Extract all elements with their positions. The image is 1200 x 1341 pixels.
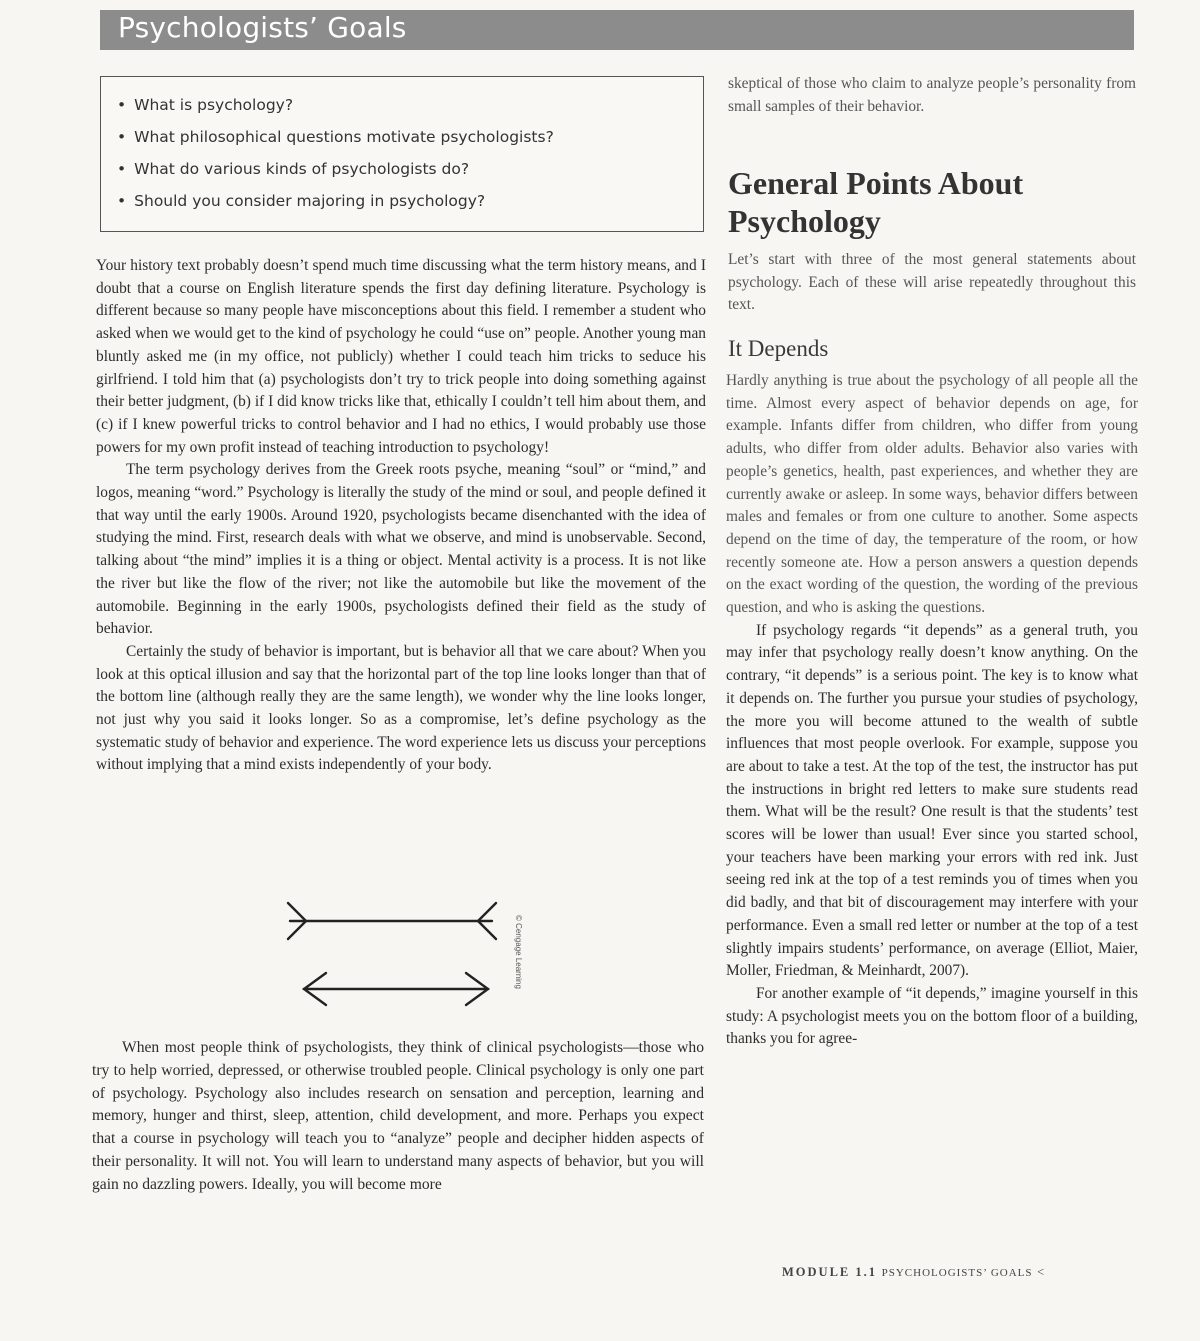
subsection-heading: It Depends <box>728 336 829 361</box>
paragraph: The term psychology derives from the Greek roots psyche, meaning “soul” or “mind,” and logos, meaning “word.” Psychology is literally the study of the mind or soul, and people defined it that way until the early 1900s. Around 1920, psychologists became disenchanted with the idea of studying the mind. First, research deals with what we observe, and mind is unobservable. Second, talking about “the mind” implies it is a thing or object. Mental activity is a process. It is not like the river but like the flow of the river; not like the automobile but like the movement of the automobile. Beginning in the early 1900s, psychologists defined their field as the study of behavior. <box>96 461 706 638</box>
right-column-continuation <box>728 73 1136 118</box>
goals-list <box>101 77 703 217</box>
footer-module: MODULE 1.1 <box>782 1265 877 1279</box>
paragraph: skeptical of those who claim to analyze people’s personality from small samples of their behavior. <box>728 75 1136 115</box>
paragraph: For another example of “it depends,” imagine yourself in this study: A psychologist meets you on the bottom floor of a building, thanks you for agree- <box>726 984 1138 1048</box>
goal-item: • What do various kinds of psychologists do? <box>117 153 703 185</box>
banner-title: Psychologists’ Goals <box>118 11 407 44</box>
right-column-body <box>726 370 1138 1051</box>
paragraph: Hardly anything is true about the psychology of all people all the time. Almost every aspect of behavior depends on age, for example. Infants differ from children, who differ from young adults, who differ from older adults. Behavior also varies with people’s genetics, health, past experiences, and whether they are currently awake or asleep. In some ways, behavior differs between males and females or from one culture to another. Some aspects depend on the time of day, the temperature of the room, or how recently someone ate. How a person answers a question depends on the exact wording of the question, the wording of the previous question, and who is asking the questions. <box>726 372 1138 617</box>
muller-lyer-illusion-figure <box>270 895 530 1010</box>
goals-box <box>100 76 704 232</box>
goal-item: • Should you consider majoring in psychology? <box>117 185 703 217</box>
paragraph: Your history text probably doesn’t spend much time discussing what the term history means, and I doubt that a course on English literature spends the first day defining literature. Psychology is different because so many people have misconceptions about this field. I remember a student who asked when we would get to the kind of psychology he could “use on” people. Another young man bluntly asked me (in my office, not publicly) whether I could teach him tricks to seduce his girlfriend. I told him that (a) psychologists don’t try to trick people into doing something against their better judgment, (b) if I did know tricks like that, ethically I couldn’t tell him about them, and (c) if I knew powerful tricks to control behavior and I had no ethics, I would probably use those powers for my own profit instead of teaching introduction to psychology! <box>96 257 706 456</box>
section-heading: General Points About Psychology <box>728 165 1024 239</box>
chapter-banner <box>100 10 1134 50</box>
left-column-text <box>96 255 706 777</box>
goal-item: • What is psychology? <box>117 89 703 121</box>
paragraph: When most people think of psychologists, they think of clinical psychologists—those who try to help worried, depressed, or otherwise troubled people. Clinical psychology is only one part of psychology. Psychology also includes research on sensation and perception, learning and memory, hunger and thirst, sleep, attention, child development, and more. Perhaps you expect that a course in psychology will teach you to “analyze” people and decipher hidden aspects of their personality. It will not. You will learn to understand many aspects of behavior, but you will gain no dazzling powers. Ideally, you will become more <box>92 1039 704 1193</box>
page-footer <box>782 1265 1046 1280</box>
paragraph: Let’s start with three of the most general statements about psychology. Each of these will arise repeatedly throughout this text. <box>728 251 1136 314</box>
figure-credit: © Cengage Learning <box>514 915 523 989</box>
left-column-bottom-text <box>92 1037 704 1197</box>
section-intro <box>728 249 1136 317</box>
footer-mark: < <box>1037 1265 1046 1279</box>
paragraph: If psychology regards “it depends” as a general truth, you may infer that psychology really doesn’t know anything. On the contrary, “it depends” is a serious point. The key is to know what it depends on. The further you pursue your studies of psychology, the more you will become attuned to the wealth of subtle influences that most people overlook. For example, suppose you are about to take a test. At the top of the test, the instructor has put the instructions in bright red letters to make sure students read them. What will be the result? One result is that the students’ test scores will be lower than usual! Ever since you started school, your teachers have been marking your errors with red ink. Just seeing red ink at the top of a test reminds you of times when you did badly, and that bit of discouragement may interfere with your performance. Even a small red letter or number at the top of a test slightly impairs students’ performance, on average (Elliot, Maier, Moller, Friedman, & Meinhardt, 2007). <box>726 621 1138 980</box>
paragraph: Certainly the study of behavior is important, but is behavior all that we care about? When you look at this optical illusion and say that the horizontal part of the top line looks longer than that of the bottom line (although really they are the same length), we wonder why the line looks longer, not just why you said it looks longer. So as a compromise, let’s define psychology as the systematic study of behavior and experience. The word experience lets us discuss your perceptions without implying that a mind exists independently of your body. <box>96 642 706 774</box>
footer-title: PSYCHOLOGISTS’ GOALS <box>881 1267 1033 1279</box>
goal-item: • What philosophical questions motivate psychologists? <box>117 121 703 153</box>
